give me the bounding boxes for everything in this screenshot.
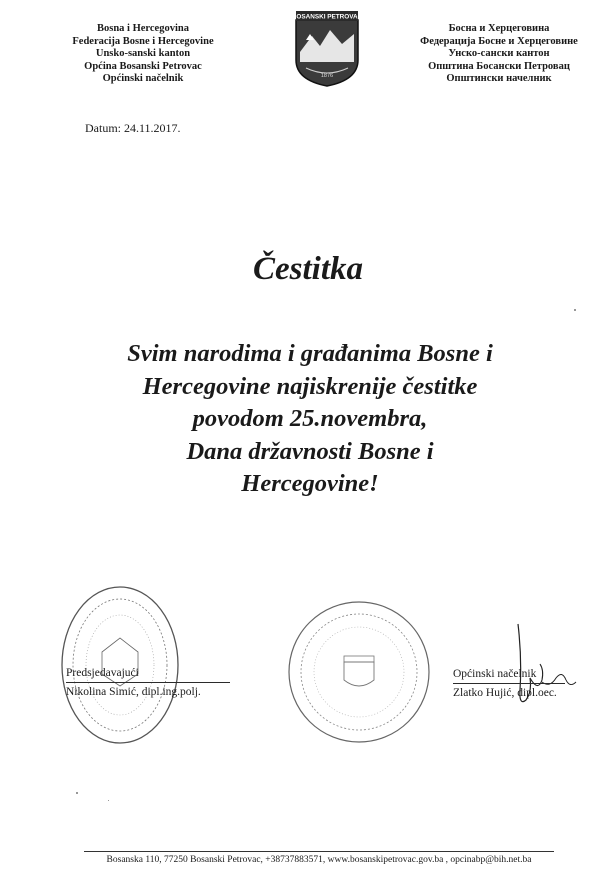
message-line: Hercegovine! (241, 470, 379, 497)
scan-speck (76, 792, 78, 794)
header-cyrillic-line: Босна и Херцеговина (448, 23, 550, 34)
scan-speck (574, 309, 576, 311)
message-line: Hercegovine najiskrenije čestitke (142, 372, 478, 400)
crest-banner-text: BOSANSKI PETROVAC (292, 13, 362, 21)
header-latin-line: Općinski načelnik (102, 73, 184, 84)
signature-block-right (453, 665, 565, 702)
official-stamp-right-icon (284, 598, 434, 746)
header-cyrillic (385, 23, 613, 86)
header-cyrillic-line: Федерација Босне и Херцеговине (420, 35, 578, 47)
signatory-role: Predsjedavajući (66, 667, 139, 679)
signature-block-left (66, 664, 230, 701)
footer-contact: Bosanska 110, 77250 Bosanski Petrovac, +38737883571, www.bosanskipetrovac.gov.ba , opcinabp@bih.net.ba (106, 855, 532, 865)
crest-year-text: 1876 (320, 73, 334, 79)
message-line: povodom 25.novembra, (192, 405, 428, 432)
greeting-message (40, 338, 580, 501)
header-latin-line: Unsko-sanski kanton (95, 48, 191, 59)
header-latin-line: Bosna i Hercegovina (97, 23, 189, 34)
header-latin-line: Općina Bosanski Petrovac (84, 60, 202, 72)
header-latin-line: Federacija Bosne i Hercegovine (72, 35, 214, 47)
header-latin (48, 23, 238, 86)
footer-divider (84, 851, 554, 852)
signatory-role: Općinski načelnik (453, 668, 537, 680)
message-line: Svim narodima i građanima Bosne i (127, 340, 493, 367)
document-date: Datum: 24.11.2017. (85, 121, 181, 135)
header-cyrillic-line: Унско-сански кантон (448, 48, 550, 59)
header-cyrillic-line: Општински начелник (446, 73, 552, 84)
municipality-crest-icon (292, 10, 362, 88)
scan-speck (108, 800, 109, 801)
signatory-name: Zlatko Hujić, dipl.oec. (453, 687, 557, 699)
message-line: Dana državnosti Bosne i (186, 437, 434, 465)
header-cyrillic-line: Општина Босански Петровац (428, 60, 570, 72)
signatory-name: Nikolina Simić, dipl.ing.polj. (66, 686, 201, 698)
document-title: Čestitka (252, 251, 363, 287)
